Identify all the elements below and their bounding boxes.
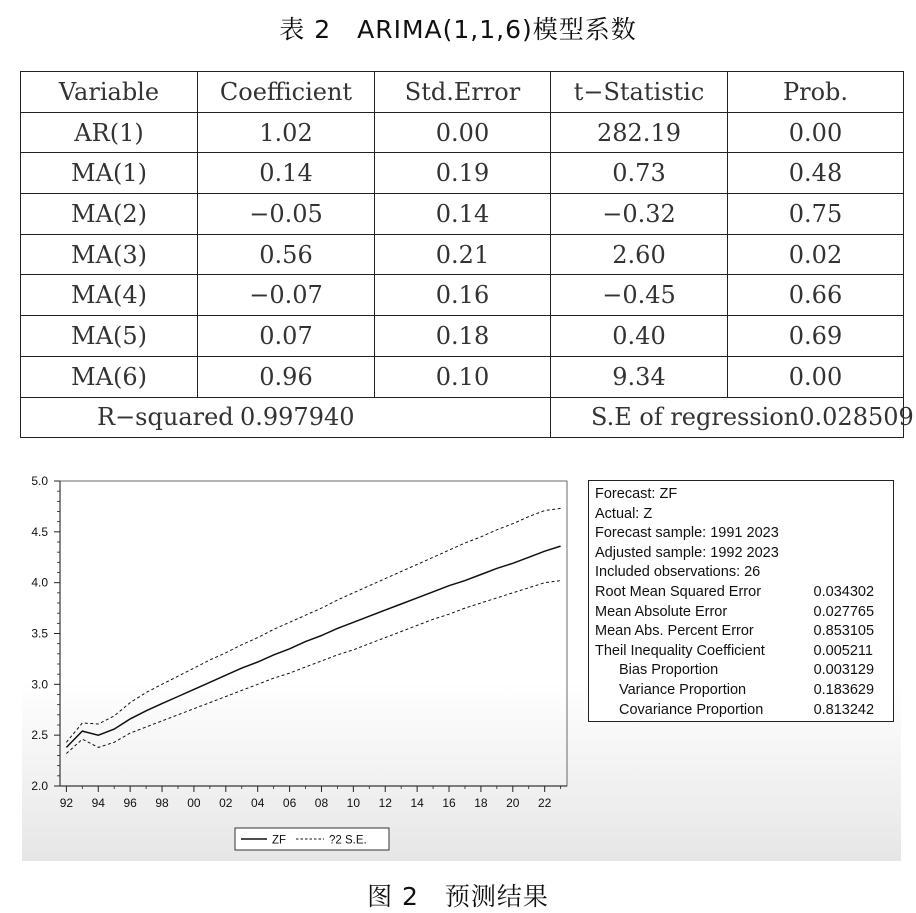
chart-axes	[31, 474, 567, 810]
table-cell: 0.19	[375, 153, 551, 194]
x-tick-label: 92	[59, 796, 74, 810]
stats-metric-value: 0.005211	[813, 642, 873, 659]
stats-metric-value: 0.853105	[813, 623, 875, 640]
table-cell: 0.75	[728, 194, 904, 235]
table-cell: 0.00	[728, 356, 904, 397]
stats-metric-row	[595, 642, 893, 662]
stats-metric-row	[595, 603, 893, 623]
series-line-se-band	[66, 508, 560, 742]
y-tick-label: 5.0	[31, 474, 48, 488]
table-cell: 0.16	[375, 275, 551, 316]
table-cell: 0.96	[198, 356, 375, 397]
stats-metric-label: Mean Absolute Error	[595, 603, 728, 620]
series-line-zf	[66, 546, 560, 747]
table-cell: 0.02	[728, 234, 904, 275]
x-tick-label: 16	[442, 796, 456, 810]
stats-metric-label: Root Mean Squared Error	[595, 583, 762, 600]
table-title: 表 2 ARIMA(1,1,6)模型系数	[279, 15, 637, 44]
table-cell: MA(6)	[21, 356, 198, 397]
table-cell: 0.00	[375, 112, 551, 153]
stats-actual: Actual: Z	[595, 505, 653, 522]
stats-metric-label: Bias Proportion	[619, 662, 719, 679]
stats-metric-row	[595, 622, 893, 642]
table-cell: 2.60	[551, 234, 728, 275]
y-tick-label: 4.0	[31, 575, 48, 590]
stats-metric-value: 0.034302	[813, 583, 875, 600]
stats-metric-row	[595, 681, 893, 701]
table-cell: 282.19	[551, 112, 728, 153]
stats-metric-row	[595, 661, 893, 681]
header-std-error: Std.Error	[375, 72, 551, 113]
table-cell: 0.07	[198, 316, 375, 357]
header-t-statistic: t−Statistic	[551, 72, 728, 113]
header-coefficient: Coefficient	[198, 72, 375, 113]
table-cell: 0.48	[728, 153, 904, 194]
r-squared-label: R−squared	[97, 403, 234, 432]
forecast-stats-box	[588, 480, 894, 722]
table-cell: 0.69	[728, 316, 904, 357]
x-tick-label: 20	[506, 796, 520, 810]
table-cell: AR(1)	[21, 112, 198, 153]
r-squared-value: 0.997940	[239, 403, 355, 432]
table-cell: 0.14	[198, 153, 375, 194]
x-tick-label: 96	[123, 796, 137, 810]
stats-metric-value: 0.003129	[813, 662, 875, 679]
y-tick-label: 3.5	[31, 626, 48, 641]
figure-caption: 图 2 预测结果	[367, 882, 549, 911]
x-tick-label: 08	[314, 796, 329, 810]
y-tick-label: 2.0	[31, 779, 48, 793]
table-cell: MA(1)	[21, 153, 198, 194]
table-cell: 0.66	[728, 275, 904, 316]
header-prob: Prob.	[728, 72, 904, 113]
x-tick-label: 10	[346, 796, 361, 810]
stats-adjusted-sample: Adjusted sample: 1992 2023	[595, 544, 779, 561]
x-tick-label: 02	[219, 796, 233, 810]
header-variable: Variable	[21, 72, 198, 113]
y-tick-label: 4.5	[31, 524, 48, 539]
x-tick-label: 00	[187, 796, 201, 810]
x-tick-label: 94	[91, 796, 105, 810]
table-cell: −0.05	[198, 194, 375, 235]
y-tick-label: 2.5	[31, 728, 48, 743]
table-cell: MA(5)	[21, 316, 198, 357]
stats-metric-label: Covariance Proportion	[619, 701, 764, 718]
table-cell: 0.73	[551, 153, 728, 194]
stats-metric-value: 0.813242	[813, 701, 875, 718]
legend-label-zf: ZF	[272, 834, 287, 847]
stats-metric-value: 0.027765	[813, 603, 875, 620]
plot-frame	[60, 481, 567, 786]
table-cell: 0.14	[375, 194, 551, 235]
stats-forecast: Forecast: ZF	[595, 486, 678, 502]
series-line-se-band	[66, 581, 560, 754]
x-tick-label: 12	[378, 796, 392, 810]
table-cell: 1.02	[198, 112, 375, 153]
table-cell: 0.56	[198, 234, 375, 275]
table-cell: −0.45	[551, 275, 728, 316]
x-tick-label: 18	[474, 796, 488, 810]
x-tick-label: 22	[537, 796, 552, 810]
chart-legend	[235, 828, 389, 850]
table-cell: 0.21	[375, 234, 551, 275]
se-regression-value: 0.028509	[799, 403, 914, 432]
table-cell: MA(2)	[21, 194, 198, 235]
table-cell: MA(3)	[21, 234, 198, 275]
table-cell: 0.00	[728, 112, 904, 153]
se-regression-label: S.E of regression	[591, 403, 800, 432]
legend-label-se: ?2 S.E.	[329, 834, 367, 847]
x-tick-label: 98	[155, 796, 169, 810]
stats-metric-value: 0.183629	[813, 681, 875, 698]
y-tick-label: 3.0	[31, 677, 48, 692]
table-cell: 0.40	[551, 316, 728, 357]
table-cell: 0.10	[375, 356, 551, 397]
stats-metric-row	[595, 583, 893, 603]
x-tick-label: 06	[282, 796, 297, 810]
table-cell: −0.32	[551, 194, 728, 235]
stats-metric-label: Variance Proportion	[619, 681, 747, 698]
stats-metric-label: Theil Inequality Coefficient	[595, 642, 765, 659]
table-cell: MA(4)	[21, 275, 198, 316]
x-tick-label: 14	[410, 796, 424, 810]
table-cell: 9.34	[551, 356, 728, 397]
chart-series	[66, 508, 560, 753]
stats-metric-row	[595, 701, 893, 721]
stats-forecast-sample: Forecast sample: 1991 2023	[595, 525, 779, 542]
table-cell: 0.18	[375, 316, 551, 357]
table-cell: −0.07	[198, 275, 375, 316]
stats-metric-label: Mean Abs. Percent Error	[595, 623, 754, 640]
x-tick-label: 04	[251, 796, 265, 810]
stats-observations: Included observations: 26	[595, 564, 761, 581]
